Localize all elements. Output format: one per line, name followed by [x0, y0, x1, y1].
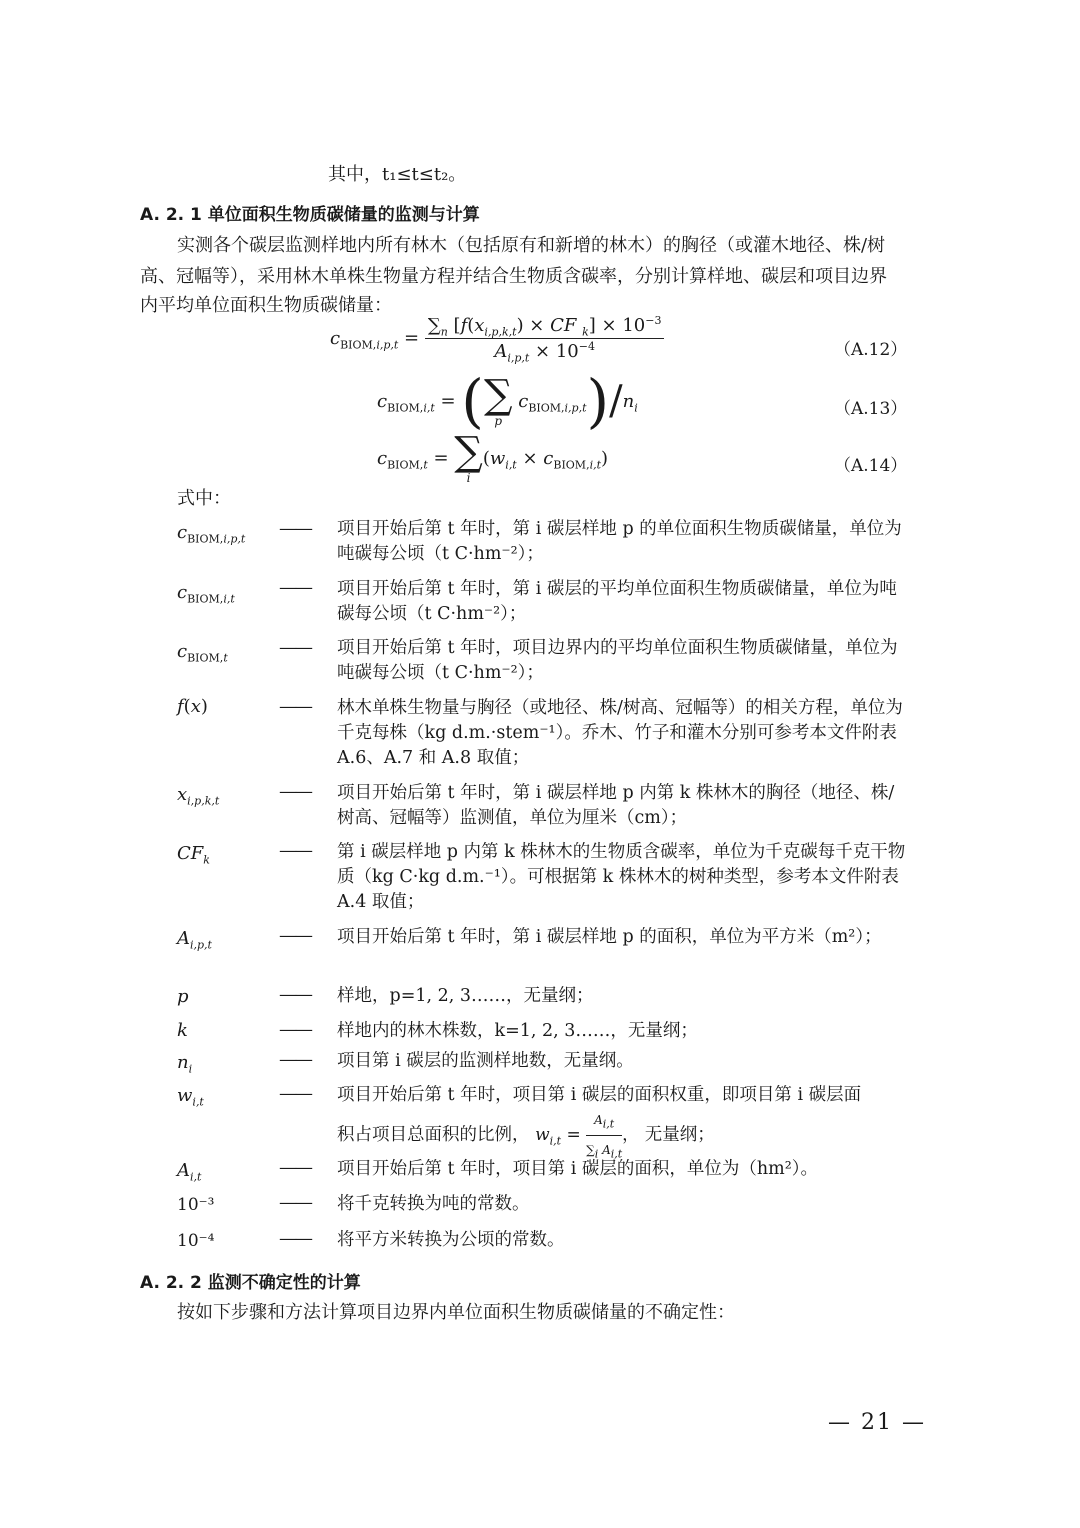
paragraph-line: 按如下步骤和方法计算项目边界内单位面积生物质碳储量的不确定性：	[177, 1302, 735, 1323]
intro-line: 其中，t₁≤t≤t₂。	[328, 164, 467, 185]
equation-a14: $c_{BIOM,t}$ = ∑ i $(w_{i,t} \times c_{BIOM,i,t})$	[377, 429, 609, 485]
definition-text: 样地内的林木株数，k=1, 2, 3……，无量纲；	[337, 1021, 698, 1041]
paragraph-line: 内平均单位面积生物质碳储量：	[140, 295, 392, 316]
symbol-cf-k: $CF_k$	[177, 843, 210, 867]
definition-dash: ——	[279, 696, 311, 717]
definition-text: 第 i 碳层样地 p 内第 k 株林木的生物质含碳率，单位为千克碳每千克干物质（kg C·kg d.m.⁻¹）。可根据第 k 株林木的树种类型，参考本文件附表 A.4 取值；	[337, 842, 906, 912]
definition-text: 项目开始后第 t 年时，第 i 碳层的平均单位面积生物质碳储量，单位为吨碳每公顷（t C·hm⁻²）；	[337, 579, 897, 624]
definition-text: 项目开始后第 t 年时，第 i 碳层样地 p 的单位面积生物质碳储量，单位为吨碳每公顷（t C·hm⁻²）；	[337, 519, 902, 564]
section-heading-a22: A. 2. 2 监测不确定性的计算	[140, 1273, 361, 1293]
symbol-p: p	[177, 986, 189, 1007]
equation-a12: $c_{BIOM,i,p,t}$ = $\frac{\sum_n [f(x_{i,p,k,t}) \times CF _k] \times 10^{-3}}{A_{i,p,t} \times 10^{-4}}$	[330, 315, 664, 362]
weight-formula: $w_{i,t}$ = $\frac{A_{i,t}}{\sum_i A_{i,t}}$ ，	[535, 1125, 639, 1145]
equation-number: （A.13）	[834, 399, 908, 419]
definition-dash: ——	[279, 1228, 311, 1249]
where-label: 式中：	[177, 488, 231, 509]
definition-text: 项目开始后第 t 年时，项目边界内的平均单位面积生物质碳储量，单位为吨碳每公顷（t C·hm⁻²）；	[337, 638, 898, 683]
definition-text	[337, 1083, 907, 1163]
definition-text: 项目开始后第 t 年时，第 i 碳层样地 p 的面积，单位为平方米（m²）；	[337, 927, 882, 947]
paragraph-line: 实测各个碳层监测样地内所有林木（包括原有和新增的林木）的胸径（或灌木地径、株/树	[177, 235, 886, 256]
equation-a13: $c_{BIOM,i,t}$ = ( ∑ p $c_{BIOM,i,p,t})/n_i$	[377, 367, 638, 435]
definition-text-part: 项目开始后第 t 年时，项目第 i 碳层的面积权重，即项目第 i 碳层面	[337, 1085, 862, 1105]
definition-dash: ——	[279, 577, 311, 598]
definition-dash: ——	[279, 1019, 311, 1040]
definition-text-part: 积占项目总面积的比例，	[337, 1125, 530, 1145]
symbol-ten-neg3: 10⁻³	[177, 1195, 215, 1215]
definition-dash: ——	[279, 1192, 311, 1213]
definition-text: 样地，p=1, 2, 3……，无量纲；	[337, 986, 594, 1006]
equation-number: （A.14）	[834, 456, 908, 476]
page-number: — 21 —	[828, 1410, 926, 1435]
definition-dash: ——	[279, 1083, 311, 1104]
definition-text: 将千克转换为吨的常数。	[337, 1194, 530, 1214]
definition-dash: ——	[279, 984, 311, 1005]
definition-text: 将平方米转换为公顷的常数。	[337, 1230, 565, 1250]
symbol-c-biom-ipt: $c_{BIOM,i,p,t}$	[177, 522, 246, 546]
definition-text-part: 无量纲；	[644, 1125, 715, 1145]
definition-text: 项目开始后第 t 年时，项目第 i 碳层的面积，单位为（hm²）。	[337, 1159, 819, 1179]
definition-text: 项目第 i 碳层的监测样地数，无量纲。	[337, 1051, 634, 1071]
paragraph-line: 高、冠幅等），采用林木单株生物量方程并结合生物质含碳率，分别计算样地、碳层和项目边界	[140, 266, 887, 287]
definition-dash: ——	[279, 781, 311, 802]
symbol-ten-neg4: 10⁻⁴	[177, 1231, 215, 1251]
symbol-c-biom-it: $c_{BIOM,i,t}$	[177, 582, 235, 606]
definition-dash: ——	[279, 637, 311, 658]
equation-number: （A.12）	[834, 340, 908, 360]
definition-dash: ——	[279, 840, 311, 861]
definition-dash: ——	[279, 518, 311, 539]
definition-text: 林木单株生物量与胸径（或地径、株/树高、冠幅等）的相关方程，单位为千克每株（kg d.m.·stem⁻¹）。乔木、竹子和灌木分别可参考本文件附表 A.6、A.7 和 A.8 取值；	[337, 698, 903, 768]
symbol-k: k	[177, 1020, 188, 1041]
symbol-n-i: $n_i$	[177, 1052, 193, 1076]
symbol-f-x: f(x)	[177, 696, 208, 717]
section-heading-a21: A. 2. 1 单位面积生物质碳储量的监测与计算	[140, 205, 480, 225]
symbol-w-it: $w_{i,t}$	[177, 1085, 204, 1109]
symbol-c-biom-t: $c_{BIOM,t}$	[177, 641, 228, 665]
symbol-a-ipt: $A_{i,p,t}$	[177, 928, 212, 952]
symbol-a-it: $A_{i,t}$	[177, 1160, 202, 1184]
definition-dash: ——	[279, 1049, 311, 1070]
definition-text: 项目开始后第 t 年时，第 i 碳层样地 p 内第 k 株林木的胸径（地径、株/树高、冠幅等）监测值，单位为厘米（cm）；	[337, 783, 895, 828]
symbol-x-ipkt: $x_{i,p,k,t}$	[177, 784, 220, 808]
definition-dash: ——	[279, 925, 311, 946]
definition-dash: ——	[279, 1157, 311, 1178]
